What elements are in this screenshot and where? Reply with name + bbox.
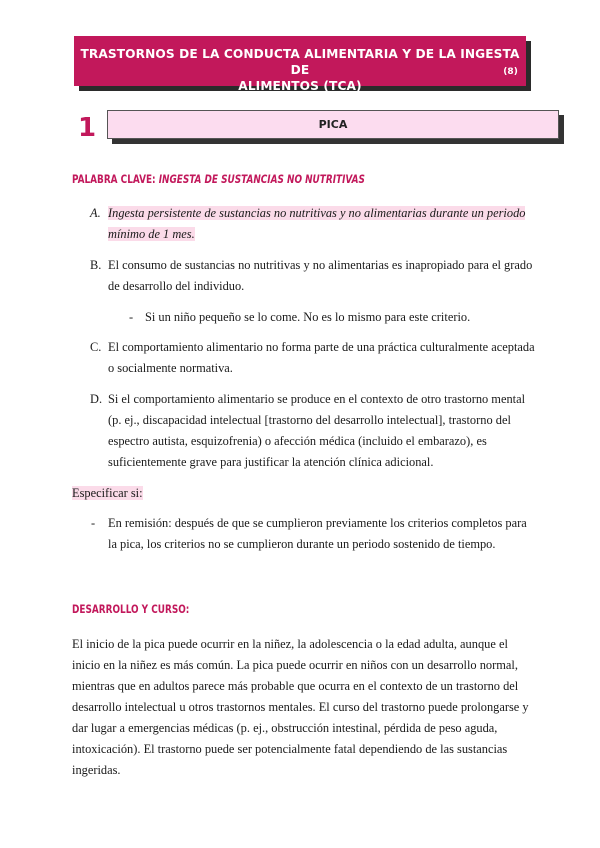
header-title-line1: TRASTORNOS DE LA CONDUCTA ALIMENTARIA Y DE LA INGESTA DE (80, 47, 520, 77)
criterion-b-letter: B. (90, 258, 102, 272)
criterion-c-line2: o socialmente normativa. (108, 361, 233, 375)
criterion-c-line1: El comportamiento alimentario no forma parte de una práctica culturalmente aceptada (108, 340, 535, 354)
sub-note-text: Si un niño pequeño se lo come. No es lo mismo para este criterio. (145, 310, 471, 324)
development-heading: DESARROLLO Y CURSO: (72, 602, 190, 616)
keyword-line (72, 172, 365, 186)
criterion-a-letter: A. (90, 206, 101, 220)
specify-line2: la pica, los criterios no se cumplieron durante un periodo sostenido de tiempo. (108, 537, 496, 551)
criterion-a-line2: mínimo de 1 mes. (108, 227, 195, 241)
criterion-d-line1: Si el comportamiento alimentario se produce en el contexto de otro trastorno mental (108, 392, 526, 406)
development-line: inicio en la niñez es más común. La pica puede ocurrir en niños con un desarrollo normal, (72, 658, 518, 672)
criterion-b (108, 255, 532, 297)
header-banner (74, 36, 526, 93)
criterion-d-line4: suficientemente grave para justificar la atención clínica adicional. (108, 455, 434, 469)
criterion-d-line2: (p. ej., discapacidad intelectual [trastorno del desarrollo intelectual], trastorno del (108, 413, 511, 427)
development-line: dar lugar a emergencias médicas (p. ej., obstrucción intestinal, pérdida de peso aguda, (72, 721, 498, 735)
criterion-d-line3: espectro autista, esquizofrenia) o afección médica (incluido el embarazo), es (108, 434, 487, 448)
header-title-line2: ALIMENTOS (TCA) (238, 79, 362, 93)
development-line: intoxicación). El trastorno puede ser potencialmente fatal dependiendo de las sustancias (72, 742, 508, 756)
specify-label: Especificar si: (72, 486, 143, 500)
page-number: (8) (503, 67, 518, 77)
criterion-a-line1: Ingesta persistente de sustancias no nutritivas y no alimentarias durante un periodo (108, 206, 526, 220)
development-line: ingeridas. (72, 763, 121, 777)
specify-line1: En remisión: después de que se cumplieron previamente los criterios completos para (108, 516, 527, 530)
criterion-c (108, 337, 535, 379)
specify-item (108, 513, 527, 555)
keyword-label: PALABRA CLAVE: (72, 172, 156, 186)
section-number: 1 (78, 113, 97, 143)
criterion-b-line2: de desarrollo del individuo. (108, 279, 245, 293)
sub-note-bullet: - (129, 310, 134, 324)
criterion-d (108, 389, 525, 473)
development-paragraph (72, 634, 532, 781)
development-line: desarrollo intelectual u otros trastornos mentales. El curso del trastorno puede prolongarse y (72, 700, 529, 714)
specify-bullet: - (91, 516, 96, 530)
keyword-value: INGESTA DE SUSTANCIAS NO NUTRITIVAS (158, 172, 365, 186)
section-title: PICA (107, 110, 559, 139)
criterion-c-letter: C. (90, 340, 102, 354)
criterion-b-line1: El consumo de sustancias no nutritivas y no alimentarias es inapropiado para el grado (108, 258, 533, 272)
criterion-d-letter: D. (90, 392, 103, 406)
development-line: mientras que en adultos parece más probable que ocurra en el contexto de un trastorno del (72, 679, 519, 693)
criterion-a (108, 203, 525, 245)
specify-label-wrap (72, 483, 143, 504)
development-line: El inicio de la pica puede ocurrir en la niñez, la adolescencia o la edad adulta, aunque el (72, 637, 508, 651)
